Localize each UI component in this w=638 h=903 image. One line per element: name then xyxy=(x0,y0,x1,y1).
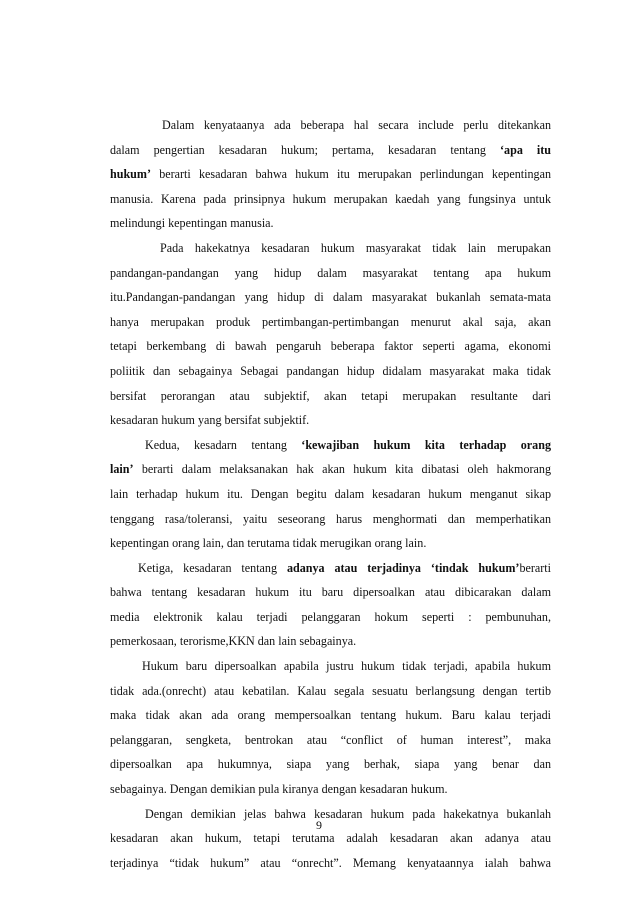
bold-text: ‘kewajiban hukum kita terhadap orang xyxy=(301,437,551,452)
text-run: dalam pengertian kesadaran hukum; pertama, kesadaran tentang xyxy=(110,142,501,157)
paragraph xyxy=(110,236,551,433)
bold-text: lain’ xyxy=(110,462,134,477)
text-line xyxy=(110,285,551,310)
paragraph xyxy=(110,113,551,236)
text-run: sebagainya. Dengan demikian pula kiranya dengan kesadaran hukum. xyxy=(110,782,448,797)
bold-text: adanya atau terjadinya ‘tindak hukum’ xyxy=(286,560,520,575)
text-line xyxy=(110,457,551,482)
text-run: melindungi kepentingan manusia. xyxy=(110,216,274,231)
text-run: kesadaran akan hukum, tetapi terutama adalah kesadaran akan adanya atau xyxy=(110,831,551,846)
text-line xyxy=(110,629,551,654)
text-line xyxy=(110,482,551,507)
text-run: kesadaran hukum yang bersifat subjektif. xyxy=(110,413,310,428)
text-run: berarti xyxy=(519,560,552,575)
text-run: Hukum baru dipersoalkan apabila justru hukum tidak terjadi, apabila hukum xyxy=(142,659,551,674)
text-line xyxy=(110,384,551,409)
paragraph xyxy=(110,802,551,876)
paragraph xyxy=(110,654,551,802)
text-run: Ketiga, kesadaran tentang xyxy=(138,560,287,575)
text-line xyxy=(110,433,551,458)
text-line xyxy=(110,211,551,236)
text-run: berarti dalam melaksanakan hak akan hukum kita dibatasi oleh hakmorang xyxy=(133,462,551,477)
text-run: tetapi berkembang di bawah pengaruh beberapa faktor seperti agama, ekonomi xyxy=(110,339,551,354)
text-run: tenggang rasa/toleransi, yaitu seseorang harus menghormati dan memperhatikan xyxy=(110,511,551,526)
text-run: dipersoalkan apa hukumnya, siapa yang berhak, siapa yang benar dan xyxy=(110,757,551,772)
text-run: pandangan-pandangan yang hidup dalam masyarakat tentang apa hukum xyxy=(110,265,551,280)
text-line xyxy=(110,728,551,753)
text-run: poliitik dan sebagainya Sebagai pandangan hidup didalam masyarakat maka tidak xyxy=(110,363,551,378)
text-line xyxy=(110,162,551,187)
text-run: itu.Pandangan-pandangan yang hidup di dalam masyarakat bukanlah semata-mata xyxy=(110,290,551,305)
text-line xyxy=(110,138,551,163)
text-line xyxy=(110,507,551,532)
text-run: Dalam kenyataanya ada beberapa hal secara include perlu ditekankan xyxy=(162,118,551,132)
text-line xyxy=(110,187,551,212)
page-number: 9 xyxy=(316,818,322,832)
text-run: manusia. Karena pada prinsipnya hukum merupakan kaedah yang fungsinya untuk xyxy=(110,191,551,206)
text-run: terjadinya “tidak hukum” atau “onrecht”. Memang kenyataannya ialah bahwa xyxy=(110,855,551,870)
text-line xyxy=(110,531,551,556)
bold-text: hukum’ xyxy=(110,167,152,182)
text-run: pelanggaran, sengketa, bentrokan atau “conflict of human interest”, maka xyxy=(110,732,551,747)
text-run: maka tidak akan ada orang mempersoalkan tentang hukum. Baru kalau terjadi xyxy=(110,708,551,723)
text-run: tidak ada.(onrecht) atau kebatilan. Kalau segala sesuatu berlangsung dengan tertib xyxy=(110,683,551,698)
text-line xyxy=(110,679,551,704)
text-line xyxy=(110,236,551,261)
text-run: hanya merupakan produk pertimbangan-pertimbangan menurut akal saja, akan xyxy=(110,314,551,329)
text-line xyxy=(110,703,551,728)
text-line xyxy=(110,408,551,433)
text-run: lain terhadap hukum itu. Dengan begitu dalam kesadaran hukum menganut sikap xyxy=(110,486,551,501)
text-line xyxy=(110,777,551,802)
text-run: pemerkosaan, terorisme,KKN dan lain sebagainya. xyxy=(110,634,357,649)
text-line xyxy=(110,261,551,286)
text-run: bersifat perorangan atau subjektif, akan tetapi merupakan resultante dari xyxy=(110,388,551,403)
bold-text: ‘apa itu xyxy=(500,142,552,157)
text-run: Pada hakekatnya kesadaran hukum masyarakat tidak lain merupakan xyxy=(160,240,551,255)
text-run: media elektronik kalau terjadi pelanggaran hokum seperti : pembunuhan, xyxy=(110,609,551,624)
text-line xyxy=(110,851,551,876)
text-run: Kedua, kesadarn tentang xyxy=(145,437,302,452)
text-line xyxy=(110,310,551,335)
text-line xyxy=(110,752,551,777)
text-line xyxy=(110,654,551,679)
body-text xyxy=(110,113,551,875)
text-run: Dengan demikian jelas bahwa kesadaran hukum pada hakekatnya bukanlah xyxy=(145,806,551,821)
text-run: berarti kesadaran bahwa hukum itu merupakan perlindungan kepentingan xyxy=(151,167,551,182)
text-line xyxy=(110,556,551,581)
text-run: bahwa tentang kesadaran hukum itu baru dipersoalkan atau dibicarakan dalam xyxy=(110,585,551,600)
text-line xyxy=(110,580,551,605)
text-run: kepentingan orang lain, dan terutama tidak merugikan orang lain. xyxy=(110,536,427,551)
text-line xyxy=(110,113,551,138)
text-line xyxy=(110,605,551,630)
paragraph xyxy=(110,433,551,556)
text-line xyxy=(110,334,551,359)
text-line xyxy=(110,359,551,384)
paragraph xyxy=(110,556,551,654)
